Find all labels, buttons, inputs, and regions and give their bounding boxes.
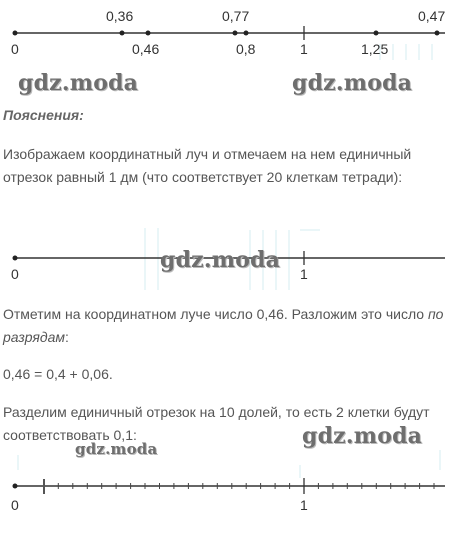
- paragraph-divide: Разделим единичный отрезок на 10 долей, то есть 2 клетки будут соответствовать 0,1:: [3, 404, 430, 443]
- label-047: 0,47: [418, 8, 446, 24]
- ray3-label-1: 1: [300, 497, 308, 513]
- paragraph-decompose-suffix: :: [65, 329, 69, 345]
- label-046: 0,46: [132, 41, 160, 57]
- ray3-label-0: 0: [11, 497, 19, 513]
- paragraph-decompose: [3, 303, 451, 349]
- ray2-label-0: 0: [11, 266, 19, 282]
- label-08: 0,8: [236, 41, 256, 57]
- watermark: gdz.moda: [75, 440, 158, 458]
- point-08: [244, 31, 249, 36]
- label-125: 1,25: [361, 41, 389, 57]
- watermark: gdz.moda: [160, 247, 281, 273]
- point-046: [146, 31, 151, 36]
- equation: 0,46 = 0,4 + 0,06.: [3, 366, 113, 382]
- point-125: [374, 31, 379, 36]
- point-0: [13, 256, 18, 261]
- point-047: [435, 31, 440, 36]
- point-077: [233, 31, 238, 36]
- point-0: [13, 31, 18, 36]
- ray2-label-1: 1: [300, 266, 308, 282]
- paragraph-intro: Изображаем координатный луч и отмечаем на нем единичный отрезок равный 1 дм (что соответствует 20 клеткам тетради):: [3, 146, 412, 185]
- label-036: 0,36: [106, 8, 134, 24]
- paragraph-decompose-italic: по разрядам: [3, 306, 444, 345]
- point-0: [13, 484, 18, 489]
- paragraph-decompose-text: Отметим на координатном луче число 0,46. Разложим это число: [3, 306, 428, 322]
- label-0: 0: [11, 41, 19, 57]
- watermark: gdz.moda: [292, 70, 413, 96]
- explanations-heading: Пояснения:: [3, 107, 84, 123]
- watermark: gdz.moda: [18, 70, 139, 96]
- top-coordinate-ray: [13, 26, 446, 40]
- third-coordinate-ray: [13, 478, 446, 494]
- label-077: 0,77: [222, 8, 250, 24]
- label-1: 1: [300, 41, 308, 57]
- watermark: gdz.moda: [302, 423, 423, 449]
- point-036: [120, 31, 125, 36]
